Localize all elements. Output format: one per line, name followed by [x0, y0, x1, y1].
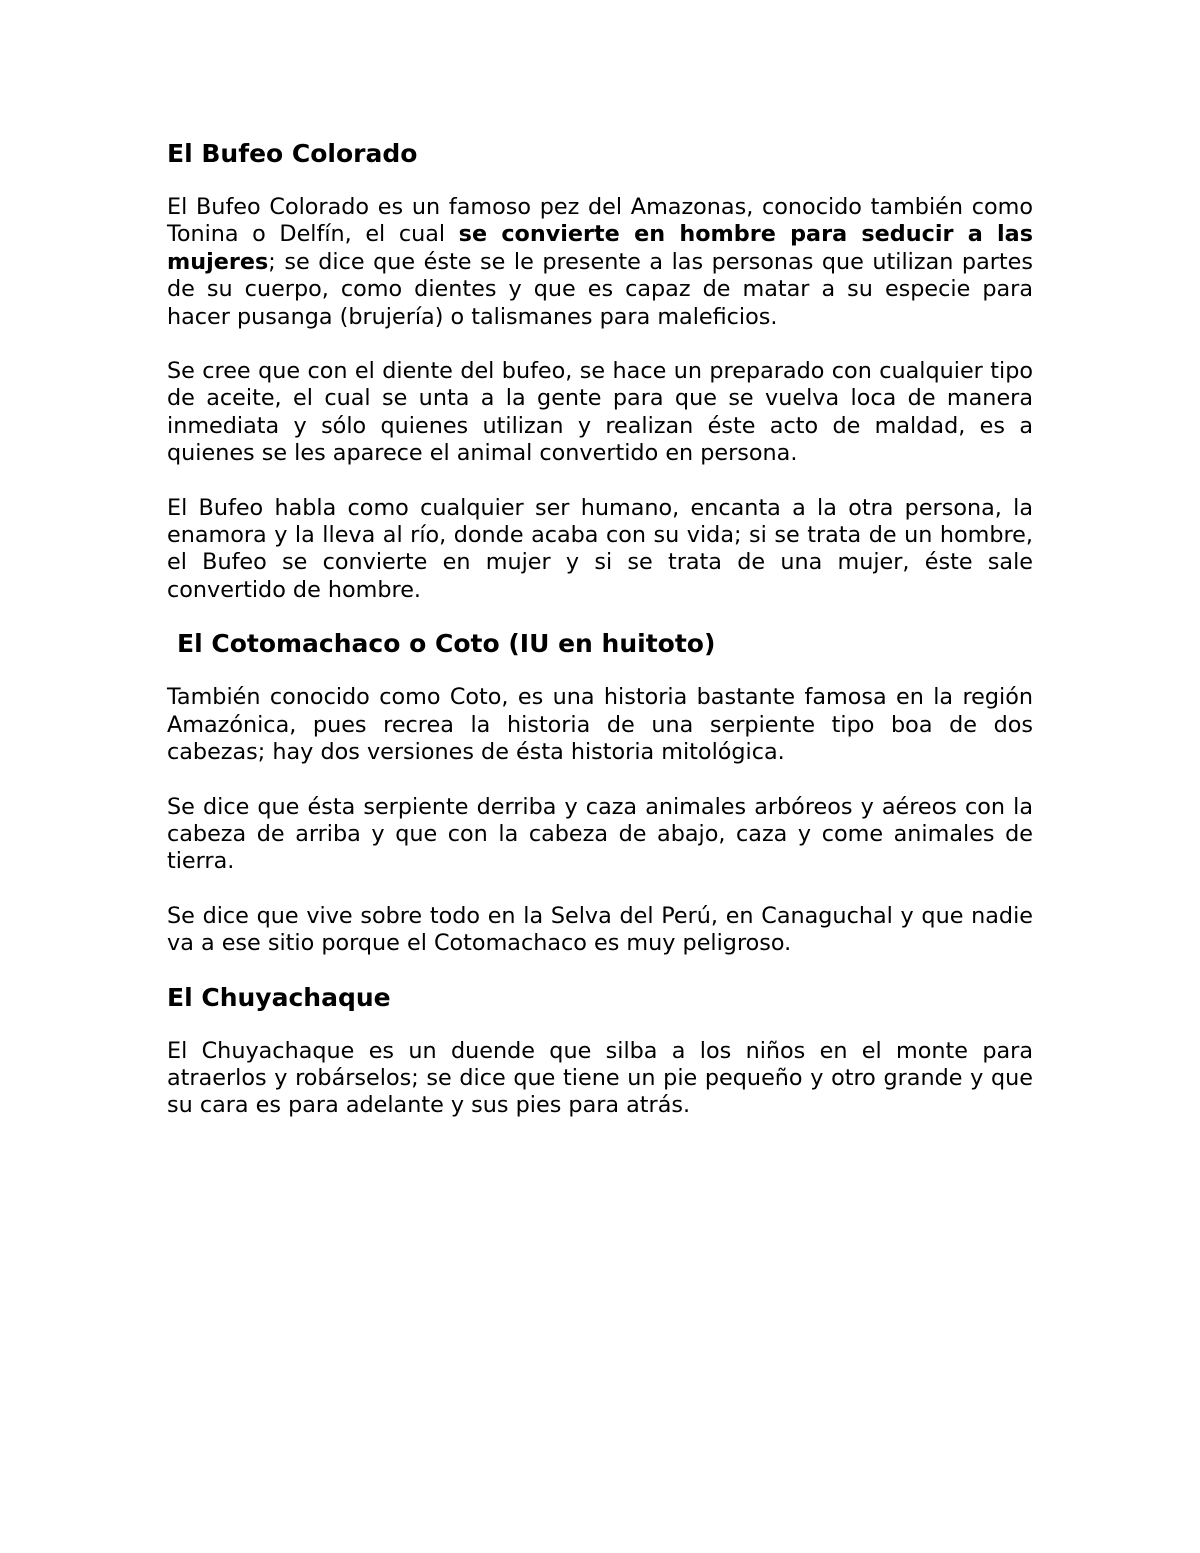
paragraph-coto-2: Se dice que ésta serpiente derriba y caza animales arbóreos y aéreos con la cabeza de arriba y que con la cabeza de abajo, caza y come animales de tierra.	[167, 793, 1033, 875]
paragraph-bufeo-1	[167, 194, 1033, 331]
paragraph-coto-3: Se dice que vive sobre todo en la Selva del Perú, en Canaguchal y que nadie va a ese sitio porque el Cotomachaco es muy peligroso.	[167, 902, 1033, 957]
section-title-chuyachaque: El Chuyachaque	[167, 982, 391, 1012]
paragraph-coto-1: También conocido como Coto, es una historia bastante famosa en la región Amazónica, pues recrea la historia de una serpiente tipo boa de dos cabezas; hay dos versiones de ésta historia mitológica.	[167, 684, 1033, 766]
section-title-bufeo: El Bufeo Colorado	[167, 139, 418, 168]
paragraph-text: ; se dice que éste se le presente a las personas que utilizan partes de su cuerpo, como dientes y que es capaz de matar a su especie para hacer pusanga (brujería) o talismanes para maleficios.	[167, 248, 1033, 330]
paragraph-text: El Bufeo Colorado es un famoso pez del Amazonas, conocido también como Tonina o Delfín, el cual	[167, 194, 1033, 248]
section-title-cotomachaco: El Cotomachaco o Coto (IU en huitoto)	[177, 629, 716, 659]
document-page	[167, 138, 1033, 1120]
paragraph-bufeo-3: El Bufeo habla como cualquier ser humano, encanta a la otra persona, la enamora y la lleva al río, donde acaba con su vida; si se trata de un hombre, el Bufeo se convierte en mujer y si se trata de una mujer, éste sale convertido de hombre.	[167, 494, 1033, 603]
paragraph-bufeo-2: Se cree que con el diente del bufeo, se hace un preparado con cualquier tipo de aceite, el cual se unta a la gente para que se vuelva loca de manera inmediata y sólo quienes utilizan y realizan éste acto de maldad, es a quienes se les aparece el animal convertido en persona.	[167, 358, 1033, 467]
bold-phrase: se convierte en hombre para seducir a las mujeres	[167, 221, 1033, 275]
paragraph-chuyachaque-1: El Chuyachaque es un duende que silba a los niños en el monte para atraerlos y robárselos; se dice que tiene un pie pequeño y otro grande y que su cara es para adelante y sus pies para atrás.	[167, 1037, 1033, 1119]
